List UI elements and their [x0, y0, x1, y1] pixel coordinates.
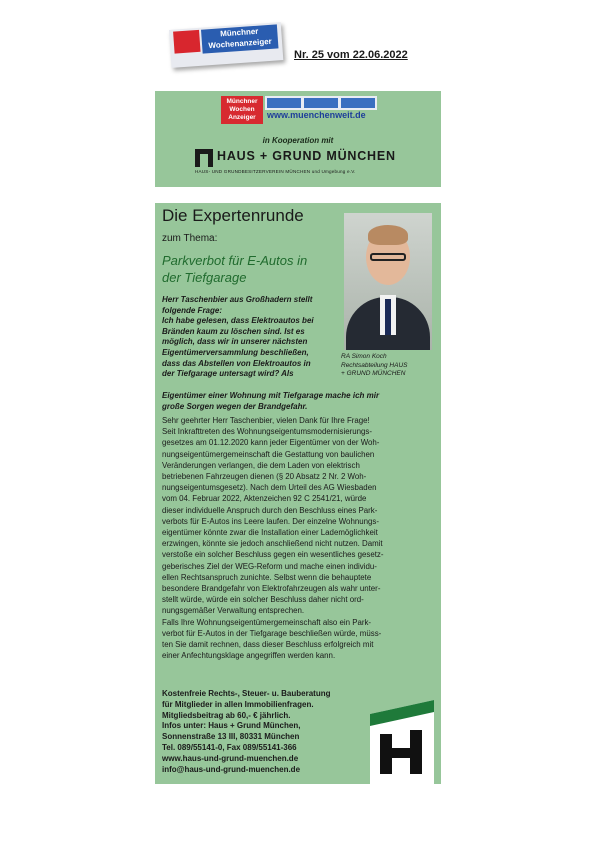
answer-line: nungsgemäßer Verwaltung entsprechen. — [162, 606, 305, 616]
article-zum-thema: zum Thema: — [162, 233, 218, 244]
answer-line: Veränderungen verlangen, die dem Laden von elektrisch — [162, 460, 360, 470]
info-line: Kostenfreie Rechts-, Steuer- u. Bauberatung — [162, 689, 331, 698]
question-line: Bränden kaum zu löschen sind. Ist es — [162, 326, 305, 336]
email-link[interactable]: info@haus-und-grund-muenchen.de — [162, 764, 301, 774]
newspaper-strip-icon — [265, 96, 377, 110]
answer-line: Sehr geehrter Herr Taschenbier, vielen Dank für Ihre Frage! — [162, 416, 370, 425]
info-line: Infos unter: Haus + Grund München, — [162, 721, 301, 731]
question-line: möglich, dass wir in unserer nächsten — [162, 337, 308, 347]
question-line: Herr Taschenbier aus Großhadern stellt — [162, 295, 313, 304]
info-line: für Mitglieder in allen Immobilienfragen. — [162, 699, 314, 709]
answer-line: einer Anfechtungsklage angegriffen werden kann. — [162, 651, 336, 661]
answer-line: dieser individuelle Anspruch durch den Beschluss eines Park- — [162, 505, 378, 515]
answer-line: ellen Rechtsanspruch zunichte. Selbst wenn die behauptete — [162, 572, 372, 582]
topic-line: Parkverbot für E-Autos in — [162, 253, 308, 268]
haus-grund-name: HAUS + GRUND MÜNCHEN — [217, 149, 396, 163]
expert-photo — [344, 213, 432, 350]
answer-line: nungseigentumsgesetz). Nach dem Urteil des AG Wiesbaden — [162, 483, 377, 493]
newspaper-logo-line2: Wochenanzeiger — [208, 36, 273, 51]
cooperation-banner — [155, 91, 441, 187]
in-kooperation-label: in Kooperation mit — [262, 136, 334, 145]
answer-line: betriebenen Fahrzeugen dienen (§ 20 Absatz 2 Nr. 2 Woh- — [162, 472, 367, 482]
answer-line: ten Sie damit rechnen, dass dieser Beschluss erfolgreich mit — [162, 640, 374, 650]
article-title: Die Expertenrunde — [162, 206, 304, 225]
caption-line: + GRUND MÜNCHEN — [341, 370, 406, 377]
question-line: der Tiefgarage untersagt wird? Als — [162, 369, 294, 379]
answer-line: eigentümer könnte zwar die Installation einer Lademöglichkeit — [162, 528, 378, 538]
answer-line: stellt würde, würde ein solcher Beschluss daher nicht ord- — [162, 595, 364, 605]
newspaper-logo-line1: Münchner — [219, 26, 259, 39]
answer-line: vom 04. Februar 2022, Aktenzeichen 92 C 2541/21, würde — [162, 494, 367, 504]
haus-grund-logo-icon — [370, 700, 434, 784]
answer-line: verbot für E-Autos in der Tiefgarage beschließen würde, müss- — [162, 628, 382, 638]
membership-info — [162, 689, 362, 775]
question-line: große Sorgen wegen der Brandgefahr. — [162, 401, 308, 411]
question-line: dass das Abstellen von Elektroautos in — [162, 358, 311, 368]
question-line: Eigentümer einer Wohnung mit Tiefgarage mache ich mir — [162, 391, 380, 400]
reader-question-continued — [162, 391, 432, 412]
article-topic — [162, 252, 342, 286]
answer-line: erzwingen, könnte sie jedoch anschließend nicht nutzen. Damit — [162, 539, 383, 549]
expert-article — [155, 203, 441, 784]
question-line: Ich habe gelesen, dass Elektroautos bei — [162, 316, 314, 326]
answer-line: nungseigentümergemeinschaft die Gestattung von baulichen — [162, 449, 375, 459]
website-link[interactable]: www.haus-und-grund-muenchen.de — [162, 753, 299, 763]
muenchner-wochenanzeiger-logo: Münchner Wochen Anzeiger — [221, 96, 263, 124]
haus-grund-subtitle: HAUS- UND GRUNDBESITZERVEREIN MÜNCHEN und Umgebung e.V. — [195, 169, 356, 174]
caption-line: RA Simon Koch — [341, 353, 387, 360]
expert-answer — [162, 415, 434, 661]
newspaper-logo — [169, 18, 284, 68]
answer-line: Seit Inkrafttreten des Wohnungseigentumsmodernisierungs- — [162, 427, 372, 437]
question-line: Eigentümerversammlung beschließen, — [162, 347, 309, 357]
topic-line: der Tiefgarage — [162, 270, 247, 285]
info-line: Tel. 089/55141-0, Fax 089/55141-366 — [162, 742, 297, 752]
answer-line: verstoße ein solcher Beschluss gegen ein wesentliches gesetz- — [162, 550, 384, 560]
issue-date: Nr. 25 vom 22.06.2022 — [294, 49, 408, 61]
answer-line: gesetzes am 01.12.2020 kann jeder Eigentümer von der Woh- — [162, 438, 380, 448]
question-line: folgende Frage: — [162, 305, 223, 315]
newspaper-logo-red-block — [173, 30, 200, 54]
info-line: Mitgliedsbeitrag ab 60,- € jährlich. — [162, 710, 291, 720]
answer-line: verbots für E-Autos ins Leere laufen. Der einzelne Wohnungs- — [162, 516, 379, 526]
muenchenweit-link[interactable]: www.muenchenweit.de — [267, 110, 366, 120]
answer-line: geberisches Ziel der WEG-Reform und mache einen individu- — [162, 561, 377, 571]
caption-line: Rechtsabteilung HAUS — [341, 361, 408, 369]
photo-caption — [341, 353, 437, 379]
info-line: Sonnenstraße 13 III, 80331 München — [162, 732, 300, 742]
haus-grund-mark-icon — [195, 149, 213, 167]
reader-question — [162, 295, 340, 380]
answer-line: besondere Brandgefahr von Elektrofahrzeugen als wahr unter- — [162, 584, 381, 594]
answer-line: Falls Ihre Wohnungseigentümergemeinschaft also ein Park- — [162, 617, 372, 627]
